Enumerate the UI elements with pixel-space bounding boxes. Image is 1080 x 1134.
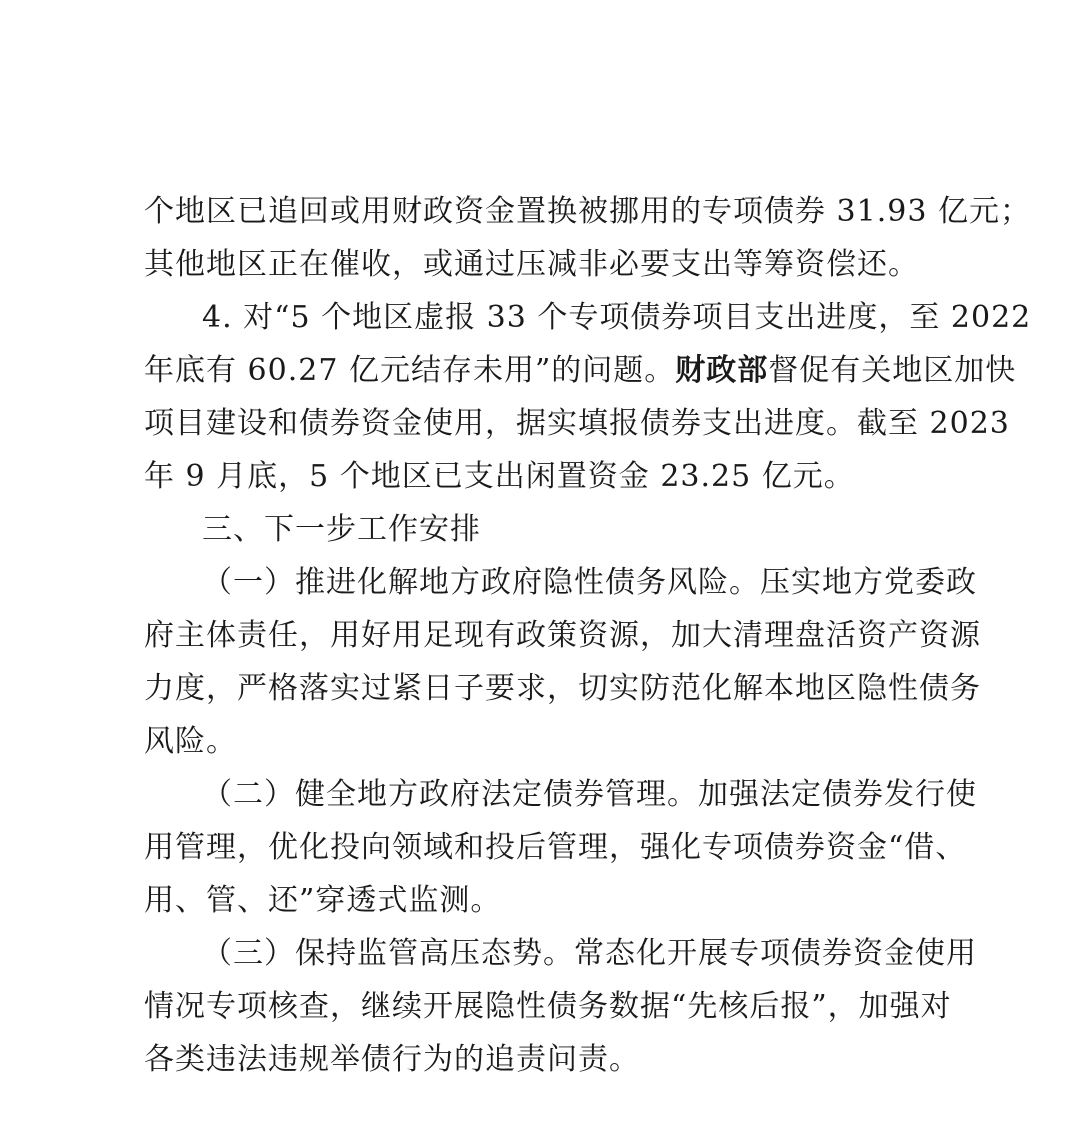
paragraph-line <box>144 351 1017 391</box>
paragraph-line: 力度，严格落实过紧日子要求，切实防范化解本地区隐性债务 <box>144 671 981 706</box>
text-span: 加强法定债券发行使 <box>698 777 977 812</box>
item-title: （二）健全地方政府法定债券管理。 <box>202 777 698 812</box>
text-span: 督促有关地区加快 <box>768 353 1017 388</box>
item-title: （一）推进化解地方政府隐性债务风险。 <box>202 565 760 600</box>
item-title: （三）保持监管高压态势。 <box>202 936 574 971</box>
paragraph-line: 用管理，优化投向领域和投后管理，强化专项债券资金“借、 <box>144 830 967 865</box>
paragraph-line: 其他地区正在催收，或通过压减非必要支出等筹资偿还。 <box>144 247 919 282</box>
highlight-text: 财政部 <box>675 353 769 388</box>
paragraph-line <box>202 563 977 603</box>
text-span: 年底有 60.27 亿元结存未用”的问题。 <box>144 353 676 388</box>
paragraph-line: 各类违法违规举债行为的追责问责。 <box>144 1042 640 1077</box>
paragraph-line: 用、管、还”穿透式监测。 <box>144 883 502 918</box>
paragraph-line: 风险。 <box>144 724 237 759</box>
paragraph-line: 4. 对“5 个地区虚报 33 个专项债券项目支出进度，至 2022 <box>202 300 1032 335</box>
text-span: 常态化开展专项债券资金使用 <box>574 936 977 971</box>
paragraph-line: 年 9 月底，5 个地区已支出闲置资金 23.25 亿元。 <box>144 459 855 494</box>
paragraph-line <box>202 934 977 974</box>
text-span: 压实地方党委政 <box>760 565 977 600</box>
paragraph-line: 府主体责任，用好用足现有政策资源，加大清理盘活资产资源 <box>144 618 981 653</box>
paragraph-line: 项目建设和债券资金使用，据实填报债券支出进度。截至 2023 <box>144 406 1010 441</box>
paragraph-line <box>202 775 977 815</box>
paragraph-line: 个地区已追回或用财政资金置换被挪用的专项债券 31.93 亿元； <box>144 194 1031 229</box>
paragraph-line: 情况专项核查，继续开展隐性债务数据“先核后报”，加强对 <box>144 989 952 1024</box>
section-heading: 三、下一步工作安排 <box>202 512 481 547</box>
